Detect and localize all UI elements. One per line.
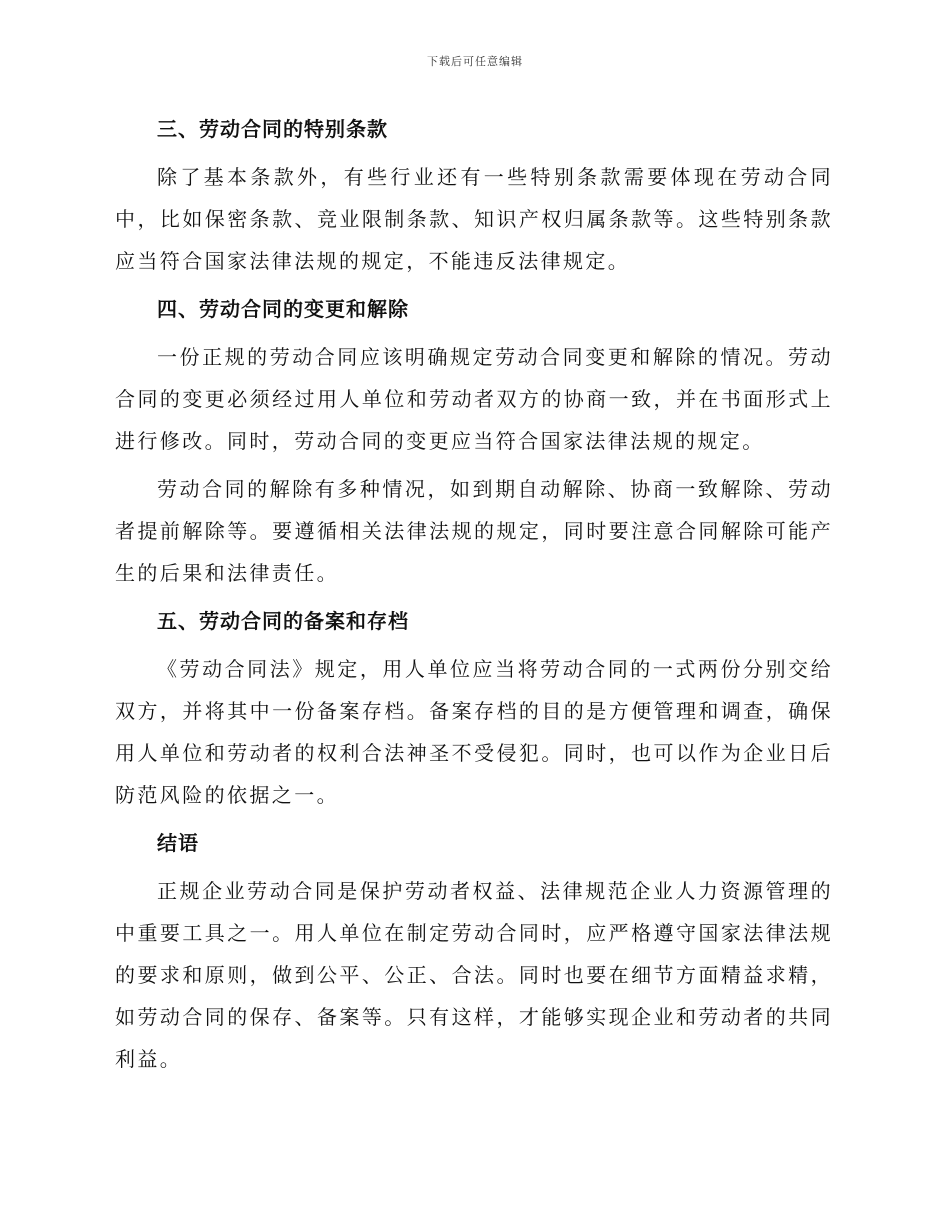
paragraph: 劳动合同的解除有多种情况，如到期自动解除、协商一致解除、劳动者提前解除等。要遵循相关法律法规的规定，同时要注意合同解除可能产生的后果和法律责任。 xyxy=(115,477,833,585)
section-conclusion xyxy=(115,822,833,1080)
section-change-and-termination xyxy=(115,288,833,600)
section-heading: 结语 xyxy=(157,831,199,855)
section-filing-and-archiving xyxy=(115,600,833,822)
page-header: 下载后可任意编辑 xyxy=(427,55,523,68)
document-body xyxy=(115,108,833,1080)
section-heading: 三、劳动合同的特别条款 xyxy=(157,117,388,141)
paragraph: 一份正规的劳动合同应该明确规定劳动合同变更和解除的情况。劳动合同的变更必须经过用人单位和劳动者双方的协商一致，并在书面形式上进行修改。同时，劳动合同的变更应当符合国家法律法规的规定。 xyxy=(115,345,833,453)
paragraph: 《劳动合同法》规定，用人单位应当将劳动合同的一式两份分别交给双方，并将其中一份备案存档。备案存档的目的是方便管理和调查，确保用人单位和劳动者的权利合法神圣不受侵犯。同时，也可以作为企业日后防范风险的依据之一。 xyxy=(115,657,833,807)
paragraph: 除了基本条款外，有些行业还有一些特别条款需要体现在劳动合同中，比如保密条款、竞业限制条款、知识产权归属条款等。这些特别条款应当符合国家法律法规的规定，不能违反法律规定。 xyxy=(115,165,833,273)
paragraph: 正规企业劳动合同是保护劳动者权益、法律规范企业人力资源管理的中重要工具之一。用人单位在制定劳动合同时，应严格遵守国家法律法规的要求和原则，做到公平、公正、合法。同时也要在细节方面精益求精，如劳动合同的保存、备案等。只有这样，才能够实现企业和劳动者的共同利益。 xyxy=(115,879,833,1071)
section-special-clauses xyxy=(115,108,833,288)
section-heading: 四、劳动合同的变更和解除 xyxy=(157,297,409,321)
section-heading: 五、劳动合同的备案和存档 xyxy=(157,609,409,633)
